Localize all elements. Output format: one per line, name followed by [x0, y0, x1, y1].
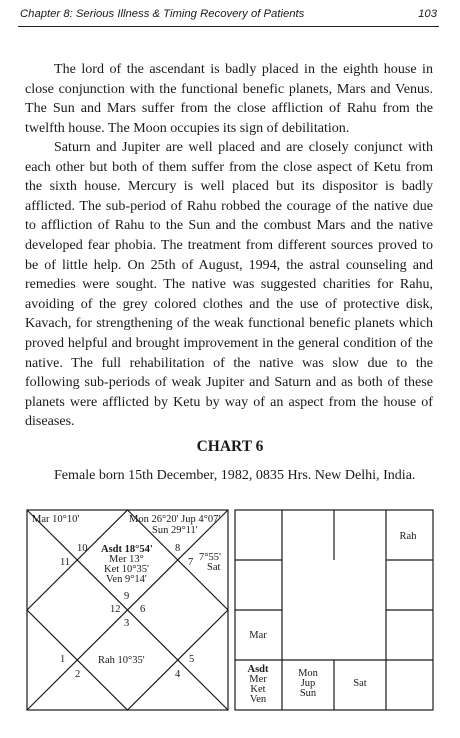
chapter-title: Chapter 8: Serious Illness & Timing Recovery of Patients — [20, 8, 305, 20]
nc-house-8: 8 — [175, 543, 181, 554]
sc-ven: Ven — [249, 694, 267, 705]
nc-mer: Mer 13° — [109, 554, 144, 565]
nc-house-3: 3 — [124, 618, 130, 629]
north-indian-chart — [27, 510, 228, 710]
nc-mar: Mar 10°10' — [32, 514, 80, 525]
nc-house-6: 6 — [140, 604, 146, 615]
nc-ven: Ven 9°14' — [106, 574, 147, 585]
sc-mar: Mar — [249, 630, 267, 641]
nc-rah: Rah 10°35' — [98, 655, 145, 666]
nc-house-10: 10 — [77, 543, 88, 554]
page-number: 103 — [418, 8, 437, 20]
chart-heading: CHART 6 — [196, 438, 264, 455]
sc-asdt: Asdt — [247, 664, 269, 675]
nc-house-9: 9 — [124, 591, 130, 602]
nc-house-4: 4 — [175, 669, 181, 680]
nc-ket: Ket 10°35' — [104, 564, 149, 575]
nc-house-12: 12 — [110, 604, 121, 615]
nc-mon-jup: Mon 26°20' Jup 4°07' — [129, 514, 221, 525]
nc-sat-deg: 7°55' — [199, 552, 221, 563]
nc-house-2: 2 — [75, 669, 81, 680]
nc-house-11: 11 — [60, 557, 71, 568]
sc-sun: Sun — [299, 688, 317, 699]
sc-ket: Ket — [250, 684, 266, 695]
nc-sun: Sun 29°11' — [152, 525, 198, 536]
paragraph-2: Saturn and Jupiter are well placed and are closely conjunct with each other but both of them suffer from the close aspect of Ketu from the sixth house. Mercury is well placed but its dispositor is badly afflicted. The sub-period of Rahu robbed the courage of the native due to affliction of Rahu to the Sun and the combust Mars and the native developed fear phobia. The treatment from different sources proved to be of little help. On 25th of August, 1994, the astral counseling and remedies were sought. The native was suggested charities for Rahu, avoiding of the grey colored clothes and the use of protective disk, Kavach, for strengthening of the weak functional benefic planets which proved helpful and brought improvement in the general condition of the native. The full rehabilitation of the native was slow due to the following sub-periods of weak Jupiter and Saturn and as both of these planets were afflicted by Ketu by way of an aspect from the house of diseases. — [25, 139, 433, 430]
sc-jup: Jup — [300, 678, 316, 689]
sc-rah: Rah — [399, 531, 417, 542]
nc-house-7: 7 — [188, 557, 194, 568]
nc-sat: Sat — [207, 562, 221, 573]
nc-house-1: 1 — [60, 654, 66, 665]
sc-mer: Mer — [249, 674, 267, 685]
nc-asdt: Asdt 18°54' — [101, 544, 153, 555]
birth-details: Female born 15th December, 1982, 0835 Hrs. New Delhi, India. — [54, 467, 416, 483]
paragraph-1: The lord of the ascendant is badly placed in the eighth house in close conjunction with the functional benefic planets, Mars and Venus. The Sun and Mars suffer from the close affliction of Rahu from the twelfth house. The Moon occupies its sign of debilitation. — [25, 61, 433, 136]
sc-sat: Sat — [353, 678, 367, 689]
south-chart-labels — [247, 531, 417, 705]
sc-mon: Mon — [298, 668, 318, 679]
nc-house-5: 5 — [189, 654, 195, 665]
north-chart-labels — [32, 514, 221, 680]
